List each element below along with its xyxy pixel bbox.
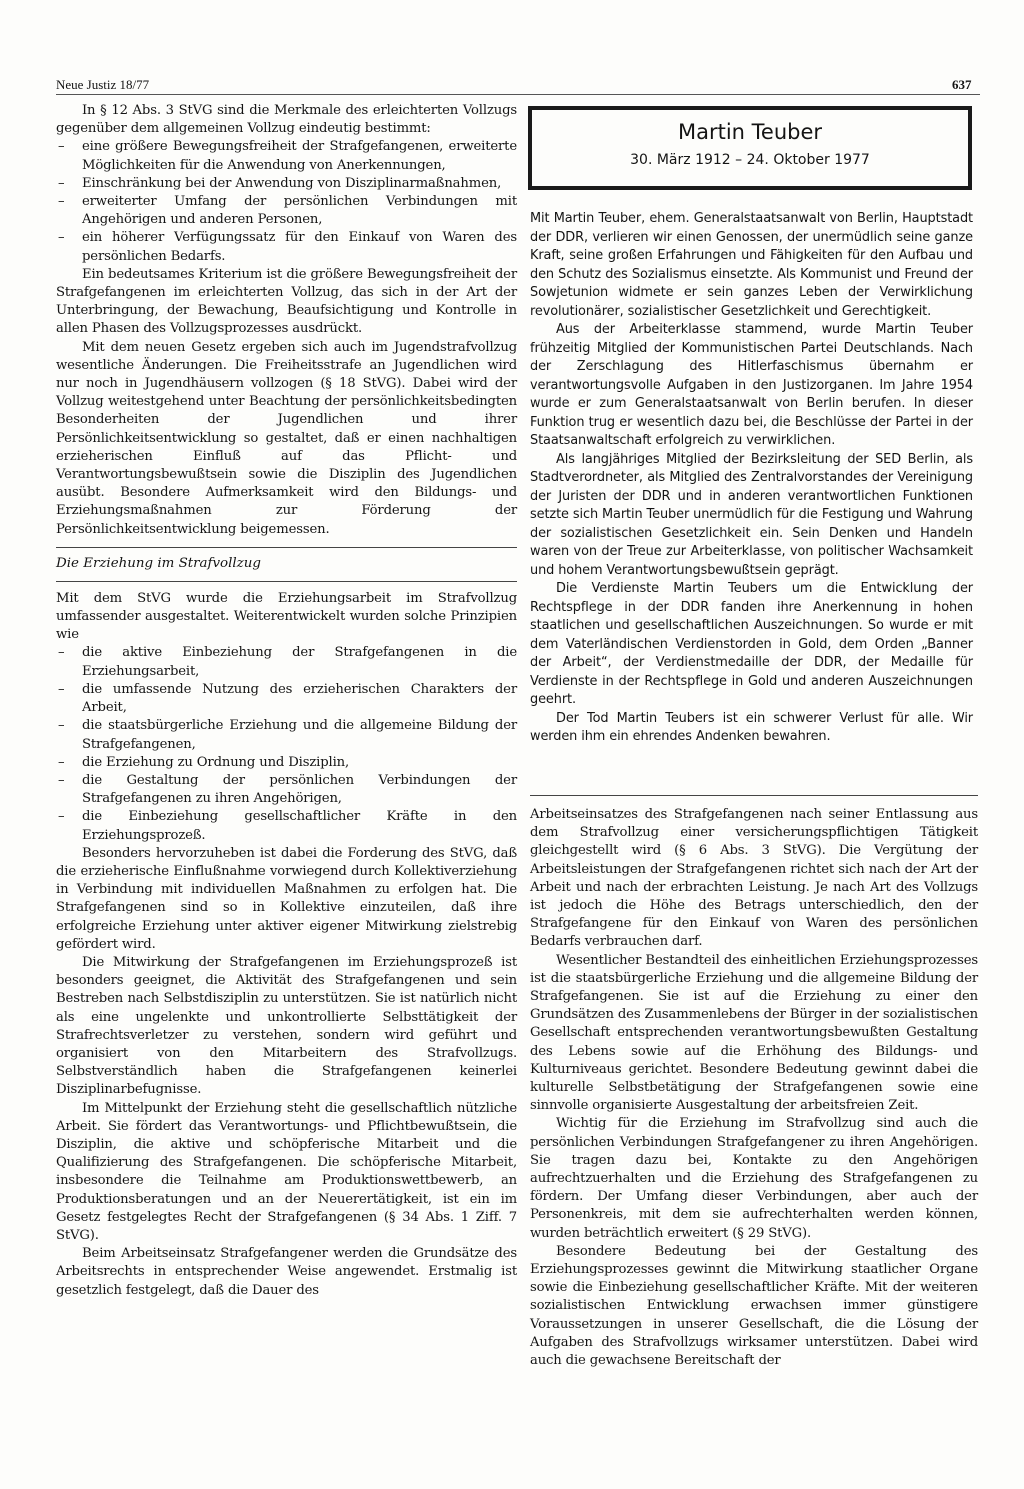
page-number: 637 — [952, 77, 972, 92]
paragraph: Besonders hervorzuheben ist dabei die Forderung des StVG, daß die erzieherische Einflußnahme vorwiegend durch Kollektiverziehung in Verbindung mit individuellen Maßnahmen zu erfolgen hat. Die Strafgefangenen sind so in Kollektive einzuteilen, daß ihre erfolgreiche Erziehung unter aktiver eigener Mitwirkung zielstrebig gefördert wird. — [56, 845, 517, 952]
paragraph: Aus der Arbeiterklasse stammend, wurde Martin Teuber frühzeitig Mitglied der Kommunistischen Partei Deutschlands. Nach der Zerschlagung des Hitlerfaschismus übernahm er verantwortungsvolle Aufgaben in den Justizorganen. Im Jahre 1954 wurde er zum Generalstaatsanwalt von Berlin berufen. In dieser Funktion trug er wesentlich dazu bei, die Beschlüsse der Partei in der Staatsanwaltschaft erfolgreich zu verwirklichen. — [530, 322, 973, 448]
list-item: – die Einbeziehung gesellschaftlicher Kräfte in den Erziehungsprozeß. — [56, 808, 517, 844]
paragraph: Als langjähriges Mitglied der Bezirksleitung der SED Berlin, als Stadtverordneter, als Mitglied des Zentralvorstandes der Vereinigung der Juristen der DDR und in anderen verantwortlichen Funktionen setzte sich Martin Teuber unermüdlich für die Festigung und Wahrung der sozialistischen Gesetzlichkeit ein. Sein Denken und Handeln waren von der Treue zur Arbeiterklasse, von politischer Wachsamkeit und hohem Verantwortungsbewußtsein geprägt. — [530, 451, 973, 578]
paragraph: Ein bedeutsames Kriterium ist die größere Bewegungsfreiheit der Strafgefangenen im erleichterten Vollzug, das sich in der Art der Unterbringung, der Bewachung, Beaufsichtigung und Kontrolle in allen Phasen des Vollzugsprozesses ausdrückt. — [56, 266, 517, 337]
list-item: – erweiterter Umfang der persönlichen Verbindungen mit Angehörigen und anderen Personen, — [56, 193, 517, 229]
section-heading: Die Erziehung im Strafvollzug — [56, 555, 261, 571]
obituary-name: Martin Teuber — [677, 120, 823, 144]
right-column — [530, 806, 978, 1370]
paragraph: Die Mitwirkung der Strafgefangenen im Erziehungsprozeß ist besonders geeignet, die Aktivität des Strafgefangenen und sein Bestreben nach Selbstdisziplin zu unterstützen. Sie ist natürlich nicht als eine ungelenkte und unkontrollierte Selbsttätigkeit der Strafrechtsverletzer zu verstehen, sondern wird geführt und organisiert von den Mitarbeitern des Strafvollzugs. Selbstverständlich haben die Strafgefangenen keinerlei Disziplinarbefugnisse. — [56, 954, 517, 1098]
paragraph: Der Tod Martin Teubers ist ein schwerer Verlust für alle. Wir werden ihm ein ehrendes Andenken bewahren. — [530, 710, 973, 744]
paragraph: Beim Arbeitseinsatz Strafgefangener werden die Grundsätze des Arbeitsrechts in entsprechender Weise angewendet. Erstmalig ist gesetzlich festgelegt, daß die Dauer des — [56, 1246, 517, 1298]
section-divider — [56, 547, 517, 548]
list-item: – ein höherer Verfügungssatz für den Einkauf von Waren des persönlichen Bedarfs. — [56, 229, 517, 265]
journal-title: Neue Justiz 18/77 — [56, 77, 150, 92]
obituary-divider — [530, 795, 978, 796]
paragraph: Arbeitseinsatzes des Strafgefangenen nach seiner Entlassung aus dem Strafvollzug einer versicherungspflichtigen Tätigkeit gleichgestellt wird (§ 6 Abs. 3 StVG). Die Vergütung der Arbeitsleistungen der Strafgefangenen richtet sich nach der Art der Arbeit und nach der erbrachten Leistung. Je nach Art des Vollzugs ist jedoch die Höhe des Betrags unterschiedlich, den der Strafgefangene für den Einkauf von Waren des persönlichen Bedarfs verbrauchen darf. — [530, 807, 978, 950]
header-divider — [56, 94, 980, 95]
obituary-box — [528, 106, 972, 190]
paragraph: Im Mittelpunkt der Erziehung steht die gesellschaftlich nützliche Arbeit. Sie fördert das Verantwortungs- und Pflichtbewußtsein, die Disziplin, die aktive und schöpferische Mitarbeit und die Qualifizierung des Strafgefangenen. Die schöpferische Mitarbeit, insbesondere die Teilnahme am Produktionswettbewerb, an Produktionsberatungen und an der Neuerertätigkeit, ist ein im Gesetz festgelegtes Recht der Strafgefangenen (§ 34 Abs. 1 Ziff. 7 StVG). — [56, 1100, 517, 1243]
paragraph: Besondere Bedeutung bei der Gestaltung des Erziehungsprozesses gewinnt die Mitwirkung staatlicher Organe sowie die Einbeziehung gesellschaftlicher Kräfte. Mit der weiteren sozialistischen Entwicklung erwachsen immer günstigere Voraussetzungen in unserer Gesellschaft, die die Lösung der Aufgaben des Strafvollzugs wirksamer unterstützen. Dabei wird auch die gewachsene Bereitschaft der — [530, 1243, 978, 1369]
list-item: – die Erziehung zu Ordnung und Disziplin, — [56, 754, 517, 772]
paragraph: Mit dem neuen Gesetz ergeben sich auch im Jugendstrafvollzug wesentliche Änderungen. Die Freiheitsstrafe an Jugendlichen wird nur noch in Jugendhäusern vollzogen (§ 18 StVG). Dabei wird der Vollzug weitestgehend unter Beachtung der persönlichkeitsbedingten Besonderheiten der Jugendlichen und ihrer Persönlichkeitsentwicklung so gestaltet, daß er einen nachhaltigen erzieherischen Einfluß auf das Pflicht- und Verantwortungsbewußtsein sowie die Disziplin des Jugendlichen ausübt. Besondere Aufmerksamkeit wird den Bildungs- und Erziehungsmaßnahmen zur Förderung der Persönlichkeitsentwicklung beigemessen. — [56, 339, 517, 537]
list-item: – Einschränkung bei der Anwendung von Disziplinarmaßnahmen, — [56, 175, 517, 193]
paragraph: Mit dem StVG wurde die Erziehungsarbeit im Strafvollzug umfassender ausgestaltet. Weiterentwickelt wurden solche Prinzipien wie — [56, 590, 517, 643]
paragraph: Wesentlicher Bestandteil des einheitlichen Erziehungsprozesses ist die staatsbürgerliche Erziehung und die allgemeine Bildung der Strafgefangenen. Sie ist auf die Erziehung zu einer den Grundsätzen des Zusammenlebens der Bürger in der sozialistischen Gesellschaft entsprechenden verantwortungsbewußten Gestaltung des Lebens sowie auf die Erhöhung des Bildungs- und Kulturniveaus gerichtet. Besondere Bedeutung gewinnt dabei die kulturelle Selbstbetätigung der Strafgefangenen sowie eine sinnvolle organisierte Ausgestaltung der arbeitsfreien Zeit. — [530, 952, 978, 1114]
obituary-dates: 30. März 1912 – 24. Oktober 1977 — [630, 152, 870, 168]
list-item: – die umfassende Nutzung des erzieherischen Charakters der Arbeit, — [56, 681, 517, 717]
obituary-text — [530, 210, 973, 747]
list-item: – die staatsbürgerliche Erziehung und die allgemeine Bildung der Strafgefangenen, — [56, 717, 517, 753]
list-item: – die aktive Einbeziehung der Strafgefangenen in die Erziehungsarbeit, — [56, 644, 517, 680]
list-item: – eine größere Bewegungsfreiheit der Strafgefangenen, erweiterte Möglichkeiten für die Anwendung von Anerkennungen, — [56, 138, 517, 174]
paragraph: Mit Martin Teuber, ehem. Generalstaatsanwalt von Berlin, Hauptstadt der DDR, verlieren wir einen Genossen, der unermüdlich seine ganze Kraft, seine großen Erfahrungen und Fähigkeiten für den Aufbau und den Schutz des Sozialismus einsetzte. Als Kommunist und Freund der Sowjetunion widmete er sein ganzes Leben der Verwirklichung revolutionärer, sozialistischer Gesetzlichkeit und Gerechtigkeit. — [530, 211, 973, 319]
principles-list — [56, 644, 517, 844]
paragraph: Wichtig für die Erziehung im Strafvollzug sind auch die persönlichen Verbindungen Strafgefangener zu ihren Angehörigen. Sie tragen dazu bei, Kontakte zu den Angehörigen aufrechtzuerhalten und die Erziehung des Strafgefangenen zu fördern. Der Umfang dieser Verbindungen, aber auch der Personenkreis, mit dem sie aufrechterhalten werden können, wurden beträchtlich erweitert (§ 29 StVG). — [530, 1116, 978, 1241]
left-column — [56, 102, 517, 1300]
list-item: – die Gestaltung der persönlichen Verbindungen der Strafgefangenen zu ihren Angehörigen, — [56, 772, 517, 808]
criteria-list — [56, 138, 517, 265]
paragraph: Die Verdienste Martin Teubers um die Entwicklung der Rechtspflege in der DDR fanden ihre Anerkennung in hohen staatlichen und gesellschaftlichen Auszeichnungen. So wurde er mit dem Vaterländischen Verdienstorden in Gold, dem Orden „Banner der Arbeit“, der Verdienstmedaille der DDR, der Medaille für Verdienste in der Rechtspflege in Gold und anderen Auszeichnungen geehrt. — [530, 581, 973, 707]
section-divider — [56, 581, 517, 582]
paragraph: In § 12 Abs. 3 StVG sind die Merkmale des erleichterten Vollzugs gegenüber dem allgemeinen Vollzug eindeutig bestimmt: — [56, 103, 517, 137]
